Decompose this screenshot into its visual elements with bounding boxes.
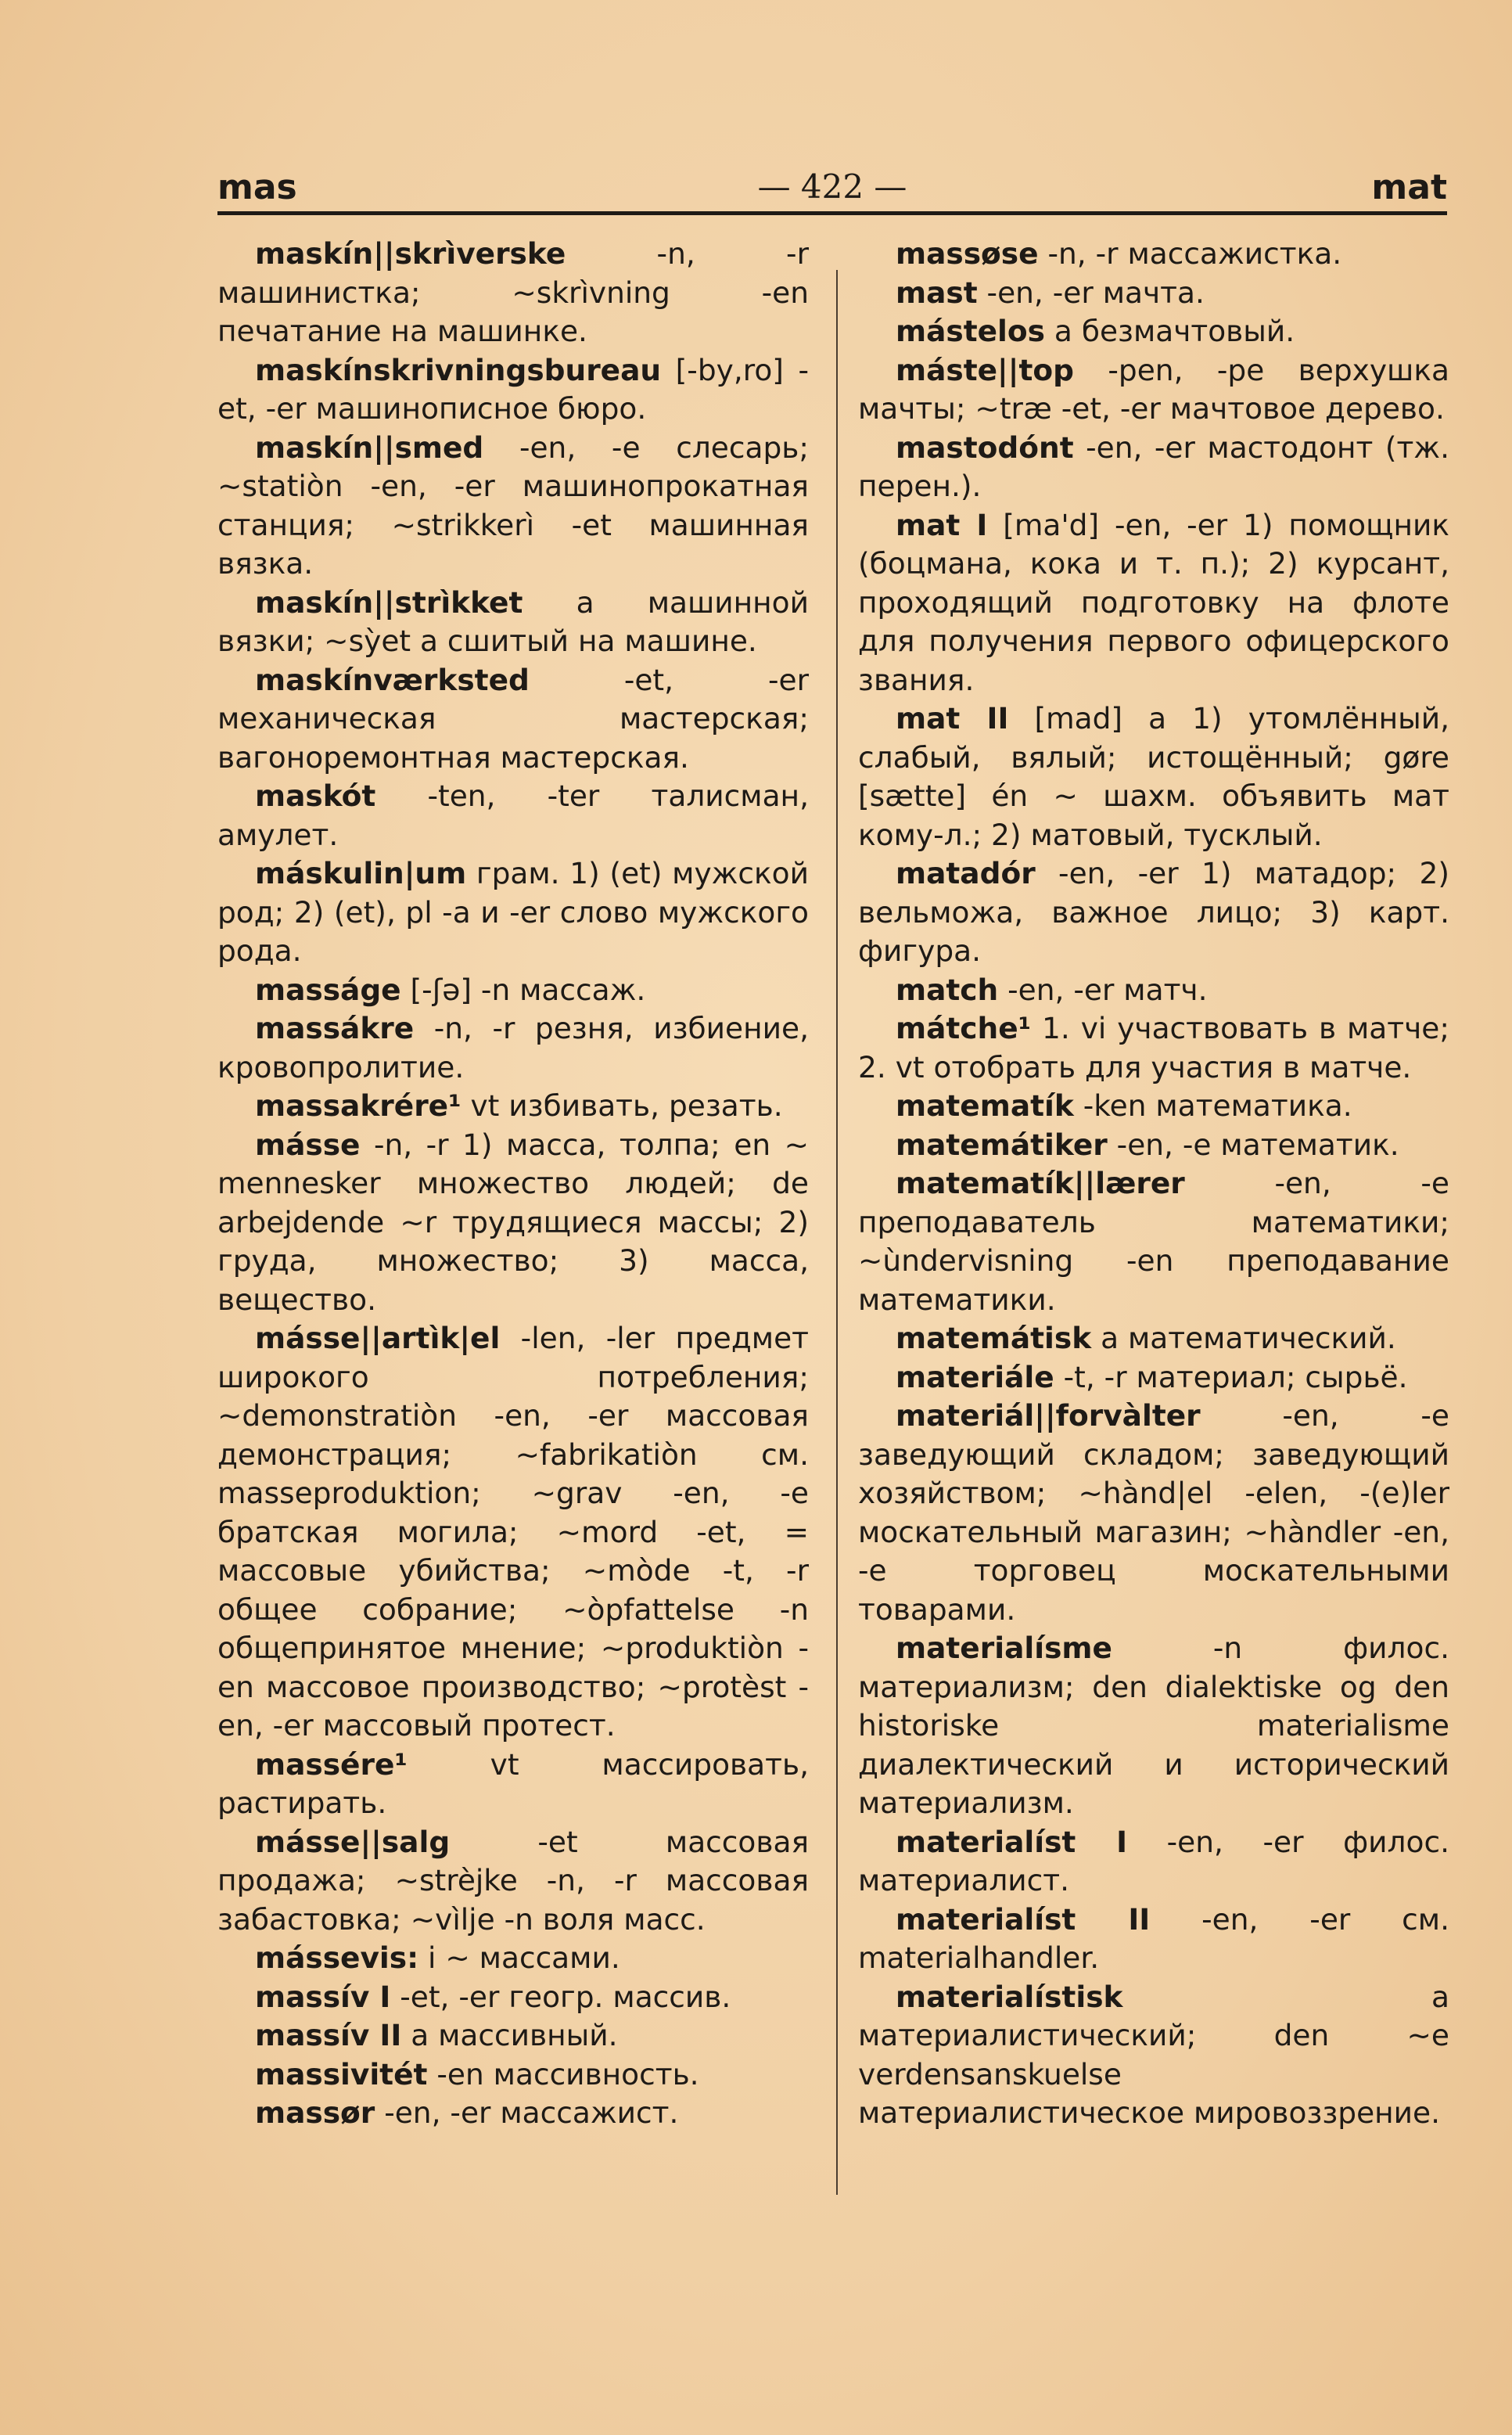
entry-definition: a математический. xyxy=(1091,1321,1396,1355)
entry-headword: maskín||skrìverske xyxy=(255,236,566,271)
entry-definition: [ma'd] -en, -er 1) помощник (боцмана, кока и т. п.); 2) курсант, проходящий подготовку на флоте для получения первого офицерского звания. xyxy=(858,507,1449,697)
entry-headword: matematík||lærer xyxy=(896,1166,1185,1200)
dictionary-entry xyxy=(858,274,1449,313)
entry-definition: vt массировать, растирать. xyxy=(217,1746,809,1820)
entry-definition: грам. 1) (et) мужской род; 2) (et), pl -a и -er слово мужского рода. xyxy=(217,856,809,968)
entry-headword: matematík xyxy=(896,1088,1074,1123)
entry-headword: massivitét xyxy=(255,2056,428,2092)
entry-definition: -n, -r машинистка; ~skrìvning -en печатание на машинке. xyxy=(217,236,809,348)
page-number: — 422 — xyxy=(757,167,907,206)
dictionary-entry xyxy=(858,312,1449,351)
dictionary-entry xyxy=(858,429,1449,506)
dictionary-entry xyxy=(858,700,1449,854)
entry-definition: -pen, -pe верхушка мачты; ~træ -et, -er мачтовое дерево. xyxy=(858,352,1449,426)
dictionary-entry xyxy=(858,506,1449,700)
entry-headword: maskót xyxy=(255,779,376,813)
entry-definition: i ~ массами. xyxy=(418,1940,620,1975)
entry-headword: matemátiker xyxy=(896,1127,1108,1162)
entry-definition: -n, -r 1) масса, толпа; en ~ mennesker множество людей; de arbejdende ~r трудящиеся массы; 2) груда, множество; 3) масса, вещество. xyxy=(217,1127,809,1317)
entry-headword: másse||salg xyxy=(255,1824,451,1859)
dictionary-entry xyxy=(217,2094,809,2133)
entry-definition: -t, -r материал; сырьё. xyxy=(1054,1359,1408,1394)
entry-definition: -et массовая продажа; ~strèjke -n, -r массовая забастовка; ~vìlje -n воля масс. xyxy=(217,1824,809,1937)
entry-definition: a массивный. xyxy=(401,2018,618,2052)
header-right-guideword: mat xyxy=(1371,167,1447,207)
entry-headword: maskínskrivningsbureau xyxy=(255,352,662,387)
entry-headword: massákre xyxy=(255,1011,415,1045)
dictionary-entry xyxy=(217,235,809,351)
entry-headword: materialísme xyxy=(896,1631,1112,1665)
dictionary-entry xyxy=(858,1978,1449,2133)
entry-headword: maskínværksted xyxy=(255,662,530,697)
dictionary-entry xyxy=(858,235,1449,274)
entry-headword: materialíst II xyxy=(896,1901,1151,1937)
entry-definition: a машинной вязки; ~sỳet a сшитый на машине. xyxy=(217,584,809,658)
dictionary-entry xyxy=(217,777,809,854)
dictionary-entry xyxy=(858,1358,1449,1397)
dictionary-entry xyxy=(217,1319,809,1746)
page-header xyxy=(217,163,1447,218)
left-column xyxy=(217,235,809,2133)
dictionary-entry xyxy=(217,1009,809,1087)
entry-headword: mátche¹ xyxy=(896,1011,1032,1045)
entry-definition: -en, -er мастодонт (тж. перен.). xyxy=(858,430,1449,503)
entry-definition: [-by,ro] -et, -er машинописное бюро. xyxy=(217,352,809,426)
entry-definition: -n, -r массажистка. xyxy=(1038,236,1342,271)
dictionary-entry xyxy=(858,1823,1449,1901)
dictionary-entry xyxy=(858,1087,1449,1126)
entry-headword: massére¹ xyxy=(255,1746,408,1782)
entry-headword: matadór xyxy=(896,856,1036,890)
dictionary-entry xyxy=(217,2056,809,2095)
entry-definition: -n филос. материализм; den dialektiske og den historiske materialisme диалектический и исторический материализм. xyxy=(858,1631,1449,1820)
entry-headword: match xyxy=(896,972,999,1007)
entry-definition: -n, -r резня, избиение, кровопролитие. xyxy=(217,1011,809,1084)
dictionary-entry xyxy=(217,1746,809,1823)
dictionary-entry xyxy=(858,1397,1449,1629)
entry-headword: massakrére¹ xyxy=(255,1088,462,1123)
dictionary-entry xyxy=(217,429,809,584)
entry-headword: maskín||smed xyxy=(255,430,484,465)
entry-headword: mássevis: xyxy=(255,1940,419,1975)
dictionary-entry xyxy=(858,1164,1449,1319)
dictionary-entry xyxy=(858,351,1449,429)
entry-definition: [mad] a 1) утомлённый, слабый, вялый; истощённый; gøre [sætte] én ~ шахм. объявить мат кому-л.; 2) матовый, тусклый. xyxy=(858,701,1449,852)
entry-headword: materialístisk xyxy=(896,1979,1123,2014)
dictionary-entry xyxy=(217,1087,809,1126)
dictionary-entry xyxy=(217,1823,809,1940)
entry-definition: -en, -er матч. xyxy=(998,972,1208,1007)
entry-definition: -ten, -ter талисман, амулет. xyxy=(217,779,809,852)
dictionary-entry xyxy=(217,1978,809,2017)
entry-headword: másse xyxy=(255,1127,361,1162)
entry-headword: mastodónt xyxy=(896,430,1074,465)
dictionary-entry xyxy=(858,1629,1449,1823)
entry-headword: masságe xyxy=(255,972,401,1007)
header-rule xyxy=(217,211,1447,215)
dictionary-entry xyxy=(217,2016,809,2056)
dictionary-entry xyxy=(858,1901,1449,1978)
dictionary-entry xyxy=(217,854,809,971)
entry-definition: vt избивать, резать. xyxy=(461,1088,783,1123)
entry-definition: -ken математика. xyxy=(1073,1088,1352,1123)
entry-headword: massør xyxy=(255,2095,375,2130)
entry-headword: mástelos xyxy=(896,314,1045,348)
entry-headword: maskín||strìkket xyxy=(255,584,523,620)
entry-definition: a материалистический; den ~e verdensanskuelse материалистическое мировоззрение. xyxy=(858,1979,1449,2130)
dictionary-entry xyxy=(217,584,809,661)
dictionary-entry xyxy=(217,1939,809,1978)
entry-definition: -en массивность. xyxy=(427,2056,699,2092)
entry-definition: -en, -e преподаватель математики; ~ùndervisning -en преподавание математики. xyxy=(858,1166,1449,1317)
entry-definition: -et, -er механическая мастерская; вагоноремонтная мастерская. xyxy=(217,662,809,775)
right-column xyxy=(858,235,1449,2133)
entry-headword: máste||top xyxy=(896,352,1074,387)
dictionary-entry xyxy=(217,971,809,1010)
entry-definition: -en, -er мачта. xyxy=(977,275,1205,310)
header-left-guideword: mas xyxy=(217,167,297,207)
entry-headword: materiále xyxy=(896,1359,1054,1394)
dictionary-entry xyxy=(217,661,809,778)
column-divider xyxy=(836,270,838,2195)
entry-headword: mat I xyxy=(896,507,988,542)
entry-headword: materiál||forvàlter xyxy=(896,1398,1201,1433)
entry-headword: másse||artìk|el xyxy=(255,1321,501,1355)
entry-headword: massív I xyxy=(255,1979,391,2014)
entry-headword: matemátisk xyxy=(896,1321,1092,1355)
entry-definition: -en, -er филос. материалист. xyxy=(858,1824,1449,1897)
dictionary-entry xyxy=(217,1126,809,1320)
entry-definition: -et, -er геогр. массив. xyxy=(390,1979,731,2014)
entry-headword: mast xyxy=(896,275,978,310)
entry-headword: mat II xyxy=(896,701,1009,736)
entry-definition: -en, -e заведующий складом; заведующий хозяйством; ~hànd|el -elen, -(e)ler москательный магазин; ~hàndler -en, -e торговец москательными товарами. xyxy=(858,1398,1449,1627)
entry-definition: -en, -er массажист. xyxy=(375,2095,679,2130)
entry-headword: massøse xyxy=(896,236,1039,271)
entry-headword: máskulin|um xyxy=(255,856,467,890)
entry-headword: materialíst I xyxy=(896,1824,1128,1859)
entry-headword: massív II xyxy=(255,2018,402,2052)
dictionary-entry xyxy=(858,854,1449,971)
entry-definition: -en, -e слесарь; ~statiòn -en, -er машинопрокатная станция; ~strikkerì -et машинная вязка. xyxy=(217,430,809,581)
entry-definition: 1. vi участвовать в матче; 2. vt отобрать для участия в матче. xyxy=(858,1011,1449,1084)
dictionary-entry xyxy=(858,1319,1449,1358)
dictionary-entry xyxy=(858,1009,1449,1087)
dictionary-entry xyxy=(217,351,809,429)
dictionary-entry xyxy=(858,1126,1449,1165)
entry-definition: -len, -ler предмет широкого потребления; ~demonstratiòn -en, -er массовая демонстрация; ~fabrikatiòn см. masseproduktion; ~grav -en, -e братская могила; ~mord -et, = массовые убийства; ~mòde -t, -r общее собрание; ~òpfattelse -n общепринятое мнение; ~produktiòn -en массовое производство; ~protèst -en, -er массовый протест. xyxy=(217,1321,809,1743)
dictionary-entry xyxy=(858,971,1449,1010)
entry-definition: a безмачтовый. xyxy=(1045,314,1295,348)
entry-definition: -en, -er 1) матадор; 2) вельможа, важное лицо; 3) карт. фигура. xyxy=(858,856,1449,968)
entry-definition: [-ʃə] -n массаж. xyxy=(400,972,646,1007)
entry-definition: -en, -e математик. xyxy=(1107,1127,1399,1162)
entry-definition: -en, -er см. materialhandler. xyxy=(858,1901,1449,1975)
